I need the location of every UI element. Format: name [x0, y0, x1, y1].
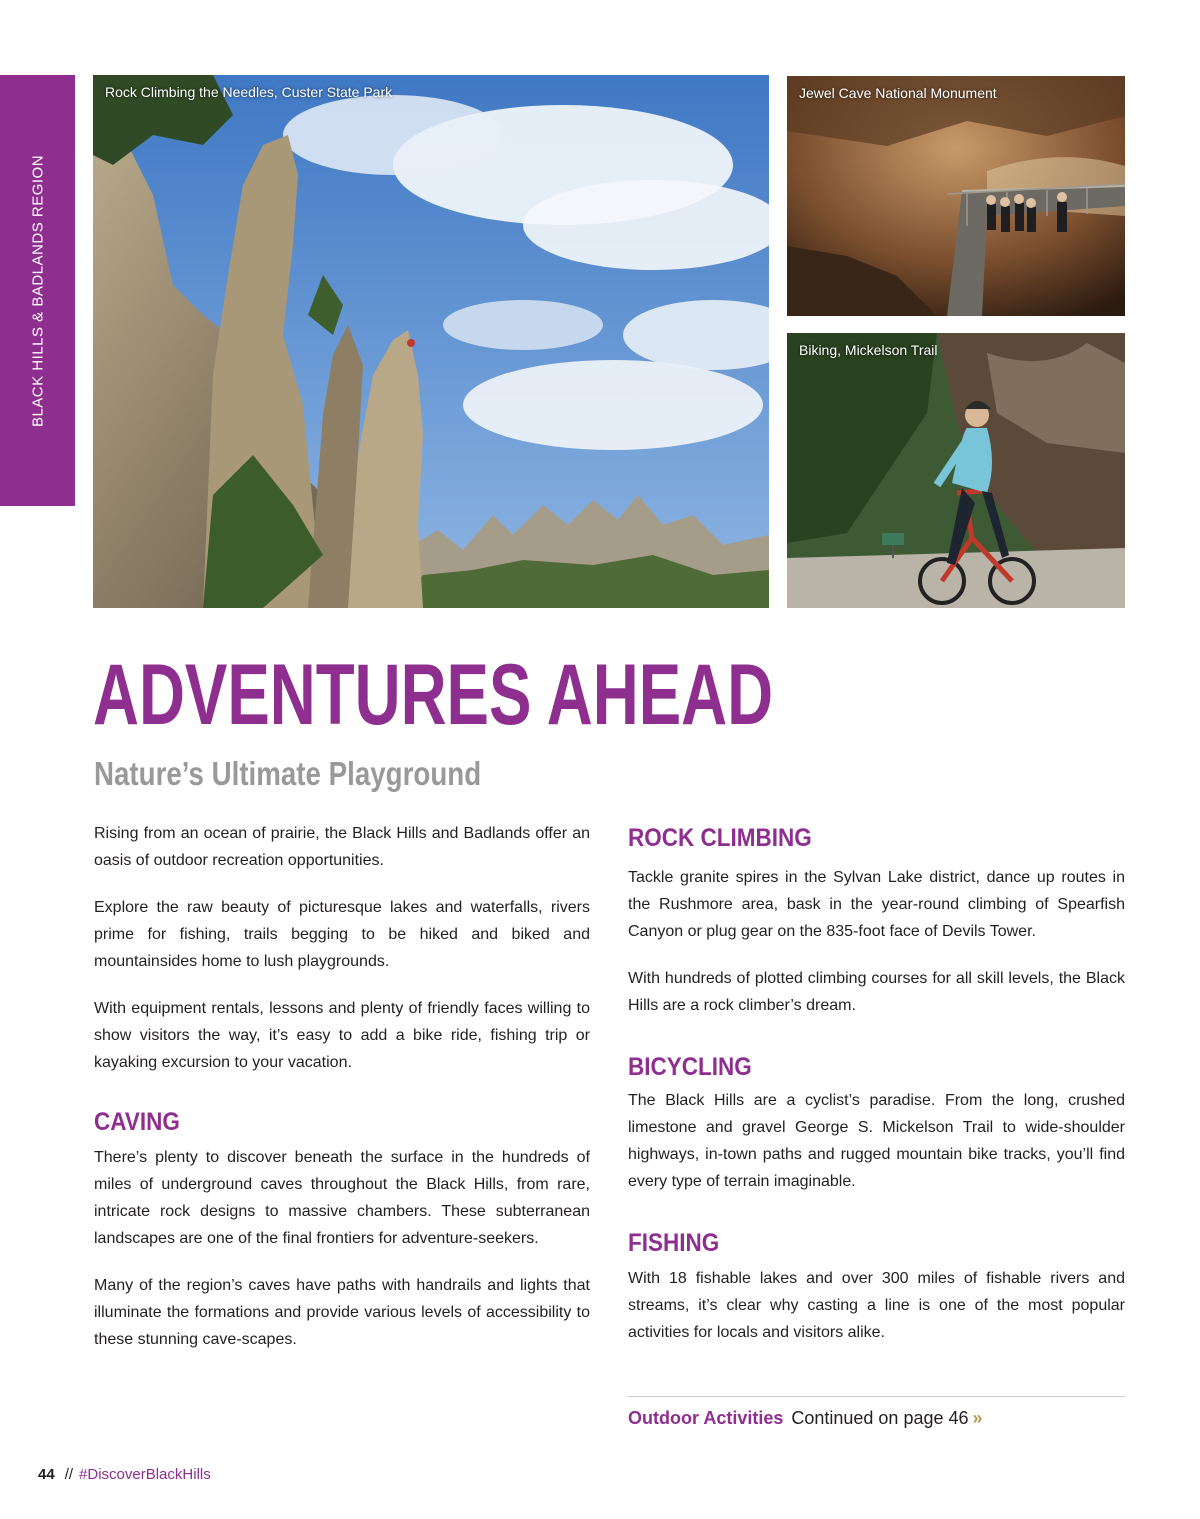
continued-link[interactable] — [628, 1404, 983, 1432]
page-headline: ADVENTURES AHEAD — [93, 647, 774, 743]
continued-divider — [628, 1396, 1125, 1397]
page-number: 44 — [38, 1466, 55, 1483]
jewel-cave-illustration — [787, 76, 1125, 316]
footer-hashtag: #DiscoverBlackHills — [79, 1466, 211, 1483]
bicycling-paragraph: The Black Hills are a cyclist’s paradise. From the long, crushed limestone and gravel George S. Mickelson Trail to wide-shoulder highways, in-town paths and rugged mountain bike tracks, you’ll find every type of terrain imaginable. — [628, 1092, 1125, 1190]
fishing-heading: FISHING — [628, 1229, 720, 1257]
biking-illustration — [787, 333, 1125, 608]
needles-caption: Rock Climbing the Needles, Custer State Park — [105, 84, 393, 100]
rock-climbing-paragraph: Tackle granite spires in the Sylvan Lake district, dance up routes in the Rushmore area, bask in the year-round climbing of Spearfish Canyon or plug gear on the 835-foot face of Devils Tower. — [628, 869, 1125, 940]
continued-label: Outdoor Activities — [628, 1408, 784, 1428]
region-label: BLACK HILLS & BADLANDS REGION — [29, 154, 46, 427]
intro-paragraph: Explore the raw beauty of picturesque lakes and waterfalls, rivers prime for fishing, trails begging to be hiked and biked and mountainsides home to lush playgrounds. — [94, 899, 590, 970]
region-side-tab — [0, 75, 75, 506]
jewel-cave-caption: Jewel Cave National Monument — [799, 85, 997, 101]
needles-illustration — [93, 75, 769, 608]
biking-caption: Biking, Mickelson Trail — [799, 342, 938, 358]
caving-heading: CAVING — [94, 1108, 180, 1136]
page-subhead: Nature’s Ultimate Playground — [94, 755, 482, 792]
caving-paragraph: Many of the region’s caves have paths with handrails and lights that illuminate the formations and provide various levels of accessibility to these stunning cave-scapes. — [94, 1277, 590, 1348]
intro-paragraph: With equipment rentals, lessons and plenty of friendly faces willing to show visitors the way, it’s easy to add a bike ride, fishing trip or kayaking excursion to your vacation. — [94, 1000, 590, 1071]
footer-separator: // — [64, 1466, 74, 1483]
page-footer — [38, 1464, 211, 1486]
right-column — [628, 820, 1125, 1366]
intro-paragraph: Rising from an ocean of prairie, the Black Hills and Badlands offer an oasis of outdoor recreation opportunities. — [94, 825, 590, 869]
rock-climbing-paragraph: With hundreds of plotted climbing courses for all skill levels, the Black Hills are a rock climber’s dream. — [628, 970, 1125, 1014]
continued-text: Continued on page 46 — [791, 1408, 969, 1428]
photo-jewel-cave — [787, 76, 1125, 316]
fishing-paragraph: With 18 fishable lakes and over 300 miles of fishable rivers and streams, it’s clear why casting a line is one of the most popular activities for locals and visitors alike. — [628, 1270, 1125, 1341]
bicycling-heading: BICYCLING — [628, 1053, 752, 1081]
photo-rock-climbing-needles — [93, 75, 769, 608]
photo-biking-mickelson — [787, 333, 1125, 608]
double-chevron-right-icon: » — [972, 1408, 983, 1428]
caving-paragraph: There’s plenty to discover beneath the surface in the hundreds of miles of underground caves throughout the Black Hills, from rare, intricate rock designs to massive chambers. These subterranean landscapes are one of the final frontiers for adventure-seekers. — [94, 1149, 590, 1247]
left-column — [94, 820, 590, 1373]
rock-climbing-heading: ROCK CLIMBING — [628, 824, 812, 852]
